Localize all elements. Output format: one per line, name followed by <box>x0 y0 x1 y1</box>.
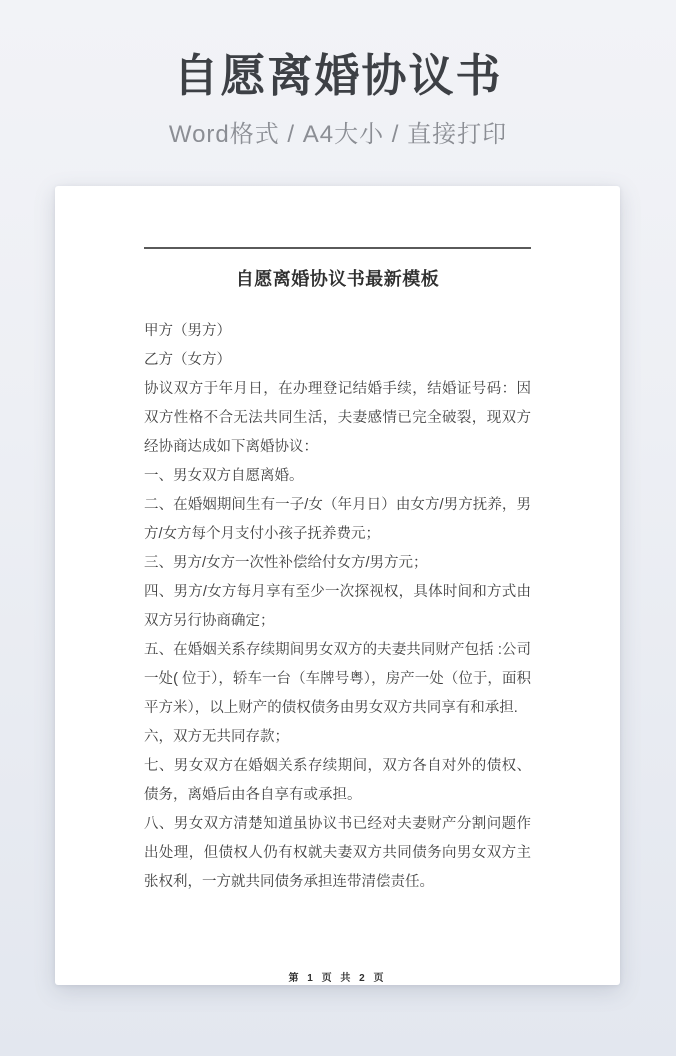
document-paragraph: 二、在婚姻期间生有一子/女（年月日）由女方/男方抚养，男方/女方每个月支付小孩子抚养费元； <box>144 497 531 542</box>
page-content <box>55 247 620 1046</box>
document-paragraph: 一、男女双方自愿离婚。 <box>144 468 304 484</box>
document-paragraph: 乙方（女方） <box>144 352 231 368</box>
document-paragraph: 四、男方/女方每月享有至少一次探视权，具体时间和方式由双方另行协商确定； <box>144 584 531 629</box>
document-paragraph: 三、男方/女方一次性补偿给付女方/男方元； <box>144 555 428 571</box>
document-top-rule <box>144 247 531 249</box>
document-title: 自愿离婚协议书最新模板 <box>235 269 440 289</box>
preview-title: 自愿离婚协议书 <box>173 50 503 101</box>
document-page <box>55 186 620 985</box>
preview-subtitle: Word格式 / A4大小 / 直接打印 <box>168 120 508 148</box>
document-paragraph: 七、男女双方在婚姻关系存续期间，双方各自对外的债权、债务，离婚后由各自享有或承担。 <box>144 758 531 803</box>
document-body <box>144 317 531 897</box>
document-paragraph: 八、男女双方清楚知道虽协议书已经对夫妻财产分割问题作出处理，但债权人仍有权就夫妻双方共同债务向男女双方主张权利，一方就共同债务承担连带清偿责任。 <box>144 816 531 890</box>
document-paragraph: 协议双方于年月日，在办理登记结婚手续，结婚证号码：因双方性格不合无法共同生活，夫妻感情已完全破裂，现双方经协商达成如下离婚协议： <box>144 381 531 455</box>
document-paragraph: 甲方（男方） <box>144 323 231 339</box>
document-paragraph: 五、在婚姻关系存续期间男女双方的夫妻共同财产包括 :公司一处( 位于），轿车一台（车牌号粤），房产一处（位于，面积平方米），以上财产的债权债务由男女双方共同享有和承担. <box>144 642 531 716</box>
document-paragraph: 六，双方无共同存款； <box>144 729 289 745</box>
page-number: 第 1 页 共 2 页 <box>288 973 387 984</box>
preview-header <box>0 0 676 149</box>
